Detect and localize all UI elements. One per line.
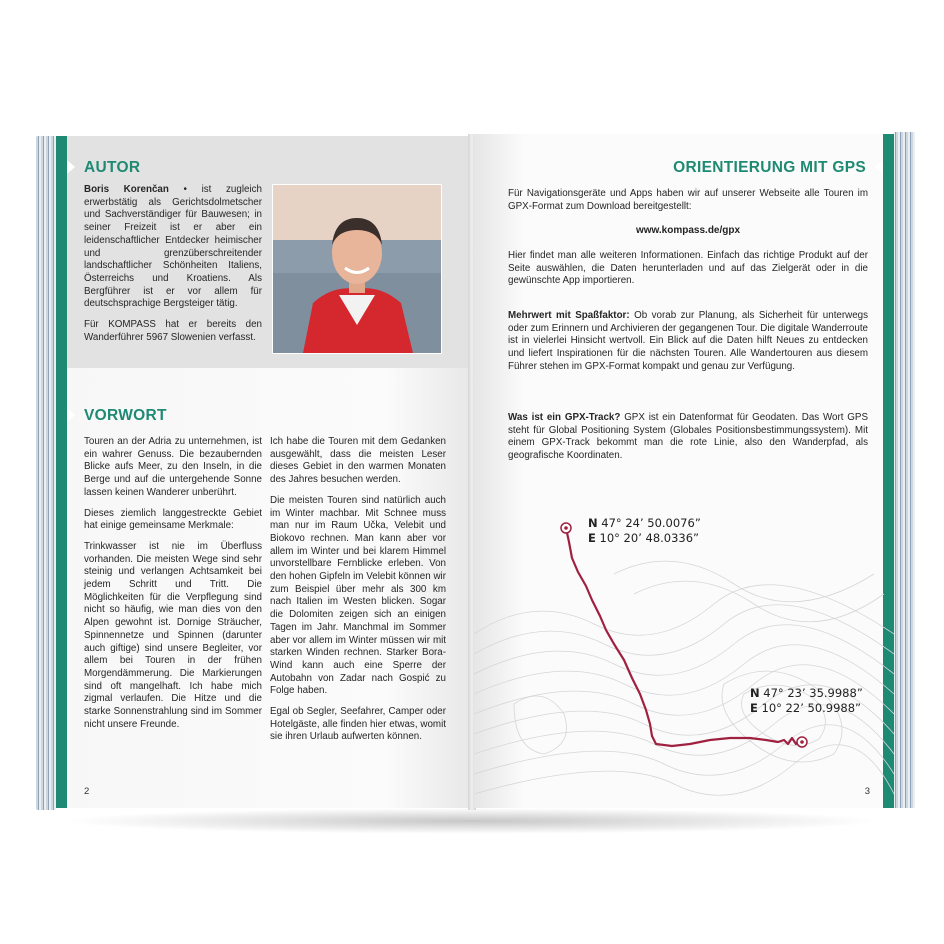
gps-intro: Für Navigationsgeräte und Apps haben wir auf unserer Webseite alle Touren im GPX-Format zum Download bereitgestellt: <box>508 188 868 212</box>
start-n-label: N <box>588 516 598 530</box>
gpx-url[interactable]: www.kompass.de/gpx <box>635 225 741 236</box>
start-marker <box>561 523 571 533</box>
vorwort-paragraph: Touren an der Adria zu unternehmen, ist ein wahrer Genuss. Die bezaubernden Blicke aufs Meer, zu den Inseln, in die Berge und auf die untergehende Sonne lassen keinen Wanderer unberührt. <box>84 436 262 498</box>
gps-paragraph-4-bold: Was ist ein GPX-Track? <box>508 412 621 423</box>
start-e-label: E <box>588 531 596 545</box>
gps-paragraph-3 <box>508 310 868 374</box>
end-n-label: N <box>750 686 760 700</box>
gps-paragraph-4 <box>508 412 868 463</box>
gps-paragraph-3-bold: Mehrwert mit Spaßfaktor: <box>508 310 630 321</box>
vorwort-heading: VORWORT <box>84 407 167 424</box>
autor-heading-marker <box>67 160 75 174</box>
start-n-value: 47° 24’ 50.0076” <box>601 516 701 530</box>
left-accent-bar <box>56 136 67 808</box>
vorwort-paragraph: Dieses ziemlich langgestreckte Gebiet hat einige gemeinsame Merkmale: <box>84 507 262 532</box>
author-text: ist zugleich erwerbstätig als Gerichtsdolmetscher und Sachverständiger für Bauwesen; in seiner Freizeit ist er aber ein leidenschaftlicher Entdecker heimischer und grenzüberschreitender landschaftlicher Schönheiten Italiens, Österreichs und Kroatiens. Als Bergführer ist er vor allem für deutschsprachige Bergsteiger tätig. <box>84 184 262 310</box>
bullet: • <box>183 184 187 195</box>
page-number-left: 2 <box>84 786 90 797</box>
gps-paragraph-2: Hier findet man alle weiteren Informationen. Einfach das richtige Produkt auf der Seite auswählen, die Daten herunterladen und auf das Zielgerät oder in die gewünschte App importieren. <box>508 250 868 287</box>
vorwort-column-1 <box>84 436 262 739</box>
gps-paragraph-3-text: Ob vorab zur Planung, als Sicherheit für unterwegs oder zum Erinnern und Archivieren der gegangenen Tour. Die digitale Wanderroute ist in vielerlei Hinsicht wertvoll. Ein Blick auf die Daten hilft Neues zu entdecken und liefert Inspirationen für die nächsten Touren. Alle Wandertouren aus diesem Führer stehen im GPX-Format kompakt und genau zur Verfügung. <box>508 310 868 372</box>
author-photo <box>272 184 442 354</box>
author-text-2: Für KOMPASS hat er bereits den Wanderführer 5967 Slowenien verfasst. <box>84 319 262 343</box>
vorwort-heading-marker <box>67 408 75 422</box>
end-n-value: 47° 23’ 35.9988” <box>763 686 863 700</box>
author-bio <box>84 184 262 352</box>
author-name: Boris Korenčan <box>84 184 169 195</box>
page-number-right: 3 <box>864 786 870 797</box>
autor-heading: AUTOR <box>84 159 141 176</box>
vorwort-paragraph: Ich habe die Touren mit dem Gedanken ausgewählt, dass die meisten Leser dieses Gebiet in den warmen Monaten des Jahres besuchen werden. <box>270 436 446 486</box>
vorwort-paragraph: Trinkwasser ist nie im Überfluss vorhanden. Die meisten Wege sind sehr steinig und verlangen Achtsamkeit bei jedem Schritt und Tritt. Die Möglichkeiten für die Verpflegung sind nicht so häufig, wie man dies von den Alpen gewohnt ist. Dornige Sträucher, Spinnennetze und Spinnen (darunter auch giftige) sind unsere Begleiter, vor allem bei Touren in der frühen Morgendämmerung. Die Markierungen sind oft mangelhaft. Ich habe mich zigmal verlaufen. Die Hitze und die starke Sonnenstrahlung sind im Sommer nicht unsere Freunde. <box>84 540 262 730</box>
gps-paragraph-4-text: GPX ist ein Datenformat für Geodaten. Das Wort GPS steht für Global Positioning System (Globales Positionsbestimmungssystem). Mit einem GPX-Track bekommt man die rote Linie, also den Wanderpfad, als geografische Koordinaten. <box>508 412 868 462</box>
end-e-value: 10° 22’ 50.9988” <box>761 701 862 715</box>
vorwort-paragraph: Egal ob Segler, Seefahrer, Camper oder Hotelgäste, alle finden hier etwas, womit sie ihren Urlaub aufwerten können. <box>270 706 446 743</box>
end-coordinates <box>750 686 863 716</box>
gps-heading: ORIENTIERUNG MIT GPS <box>673 159 866 176</box>
start-coordinates <box>588 516 701 546</box>
vorwort-paragraph: Die meisten Touren sind natürlich auch im Winter machbar. Mit Schnee muss man nur im Raum Učka, Velebit und Biokovo rechnen. Man kann aber vor allem im Winter und bei klarem Himmel unvorstellbare Fernblicke erleben. Von den hohen Gipfeln im Velebit können wir zum Beispiel über mehr als 300 km nach Italien im Westen blicken. Sogar die Dolomiten zeigen sich an einigen Tagen im Jahr. Manchmal im Sommer aber vor allem im Winter müssen wir mit starken Winden rechnen. Starker Bora-Wind kann auch eine Sperre der Autobahn von Zadar nach Gospić zu Folge haben. <box>270 494 446 697</box>
right-page <box>474 134 894 808</box>
page-edges-left <box>36 136 56 810</box>
end-e-label: E <box>750 701 758 715</box>
contour-lines <box>474 561 894 795</box>
gps-heading-marker <box>875 160 883 174</box>
start-e-value: 10° 20’ 48.0336” <box>599 531 700 545</box>
vorwort-column-2 <box>270 436 446 752</box>
left-page <box>56 136 470 808</box>
book-shadow <box>60 808 884 834</box>
end-marker <box>797 737 807 747</box>
page-edges-right <box>893 132 915 808</box>
